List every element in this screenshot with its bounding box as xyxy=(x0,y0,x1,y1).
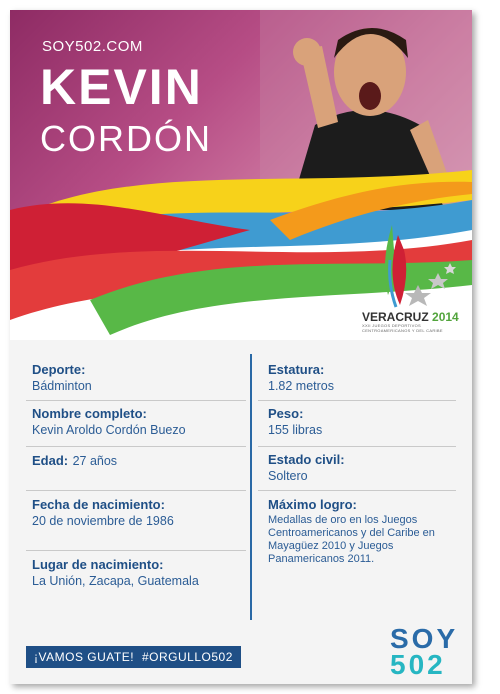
field-maximo-logro xyxy=(268,497,464,566)
field-value: Soltero xyxy=(268,469,308,483)
field-label: Nombre completo: xyxy=(32,406,147,421)
field-value: La Unión, Zacapa, Guatemala xyxy=(32,574,199,588)
field-fecha xyxy=(32,497,174,528)
field-label: Estado civil: xyxy=(268,452,345,467)
info-panel xyxy=(10,340,472,684)
field-edad xyxy=(32,452,117,470)
column-divider xyxy=(250,354,252,620)
field-label: Estatura: xyxy=(268,362,325,377)
row-divider xyxy=(26,490,246,491)
row-divider xyxy=(26,400,246,401)
field-label: Fecha de nacimiento: xyxy=(32,497,165,512)
field-estado-civil xyxy=(268,452,345,483)
field-value: Bádminton xyxy=(32,379,92,393)
row-divider xyxy=(258,400,456,401)
event-name: VERACRUZ 2014 xyxy=(362,310,459,324)
field-label: Lugar de nacimiento: xyxy=(32,557,164,572)
field-peso xyxy=(268,406,322,437)
site-name: SOY502.COM xyxy=(42,38,143,55)
athlete-last-name: CORDÓN xyxy=(40,118,212,159)
field-value: 20 de noviembre de 1986 xyxy=(32,514,174,528)
tag-orgullo502: #ORGULLO502 xyxy=(134,646,241,668)
field-value: 155 libras xyxy=(268,423,323,437)
row-divider xyxy=(26,550,246,551)
hero-banner xyxy=(10,10,472,340)
field-label: Peso: xyxy=(268,406,304,421)
athlete-card xyxy=(10,10,472,684)
field-estatura xyxy=(268,362,334,393)
field-label: Deporte: xyxy=(32,362,86,377)
field-value: Kevin Aroldo Cordón Buezo xyxy=(32,423,186,437)
athlete-first-name: KEVIN xyxy=(40,59,203,115)
field-label: Máximo logro: xyxy=(268,497,357,512)
row-divider xyxy=(258,446,456,447)
logo-top-text: SOY xyxy=(390,623,459,654)
logo-bottom-text: 502 xyxy=(390,649,446,680)
tag-vamos-guate: ¡VAMOS GUATE! xyxy=(26,646,142,668)
row-divider xyxy=(26,446,246,447)
field-lugar xyxy=(32,557,199,588)
field-label: Edad: xyxy=(32,453,69,468)
field-value: 27 años xyxy=(72,454,118,468)
field-deporte xyxy=(32,362,92,393)
soy502-logo xyxy=(390,623,460,680)
field-value: 1.82 metros xyxy=(268,379,335,393)
field-value: Medallas de oro en los Juegos Centroamericanos y del Caribe en Mayagüez 2010 y Juegos Panamericanos 2011. xyxy=(268,514,435,565)
event-subtitle: XXII JUEGOS DEPORTIVOS CENTROAMERICANOS Y DEL CARIBE xyxy=(362,323,443,333)
row-divider xyxy=(258,490,456,491)
field-nombre xyxy=(32,406,186,437)
